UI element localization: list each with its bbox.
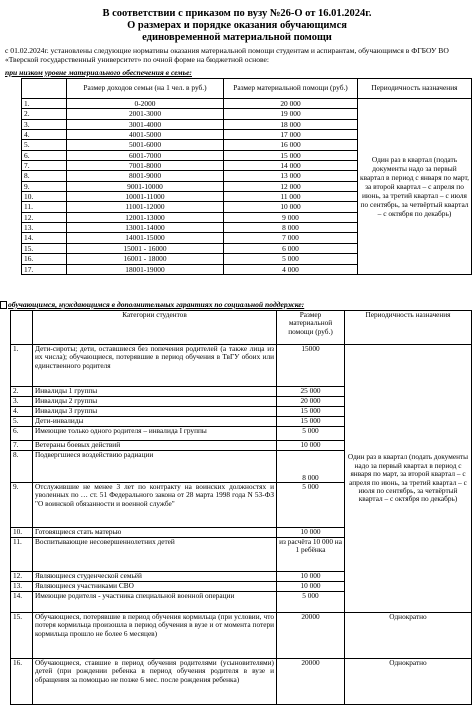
aid-amount: 15 000 [277, 417, 345, 427]
periodicity-cell: Один раз в квартал (подать документы надо за первый квартал в период с января по март, за второй квартал – с апреля по июнь, за третий квартал – с июля по сентябрь, за четвёртый квартал – с октября по декабрь) [358, 99, 472, 275]
section2-heading: обучающимся, нуждающимся в дополнительных гарантиях по социальной поддержке: [8, 300, 305, 309]
page-title [0, 8, 474, 44]
category: Инвалиды 3 группы [33, 407, 277, 417]
category: Инвалиды 1 группы [33, 387, 277, 397]
aid-amount: 10 000 [224, 202, 358, 212]
row-number: 11. [11, 538, 33, 572]
row-number: 16. [22, 254, 67, 264]
header-amount: Размер материальной помощи (руб.) [277, 311, 345, 345]
income-range: 15001 - 16000 [67, 243, 224, 253]
row-number: 5. [22, 140, 67, 150]
income-range: 12001-13000 [67, 212, 224, 222]
row-number: 10. [11, 528, 33, 538]
aid-amount: 20000 [277, 659, 345, 705]
category: Являющиеся участниками СВО [33, 582, 277, 592]
category: Обучающиеся, ставшие в период обучения родителями (усыновителями) детей (при рождении ребенка в период обучения родителя в вузе и обращения за помощью не позже 6 мес. после рождения ребенка) [33, 659, 277, 705]
category: Обучающиеся, потерявшие в период обучения кормильца (при условии, что потеря кормильца произошла в период обучения в вузе и от момента потери кормильца прошло не более 6 месяцев) [33, 613, 277, 659]
row-number: 7. [11, 441, 33, 451]
aid-amount: 18 000 [224, 119, 358, 129]
categories-table-header [11, 311, 472, 345]
aid-amount: из расчёта 10 000 на 1 ребёнка [277, 538, 345, 572]
income-range: 11001-12000 [67, 202, 224, 212]
row-number: 6. [22, 150, 67, 160]
row-number: 16. [11, 659, 33, 705]
category: Имеющие родителя - участника специальной военной операции [33, 592, 277, 613]
periodicity-cell: Один раз в квартал (подать документы надо за первый квартал в период с января по март, за второй квартал – с апреля по июнь, за третий квартал – с июля по сентябрь, за четвёртый квартал – с октября по декабрь) [345, 345, 472, 613]
aid-amount: 10 000 [277, 572, 345, 582]
title-line-1: В соответствии с приказом по вузу №26-О от 16.01.2024г. [102, 8, 372, 19]
aid-amount: 9 000 [224, 212, 358, 222]
category: Имеющие только одного родителя – инвалида I группы [33, 427, 277, 441]
category: Дети-инвалиды [33, 417, 277, 427]
intro-paragraph: с 01.02.2024г. установлены следующие нормативы оказания материальной помощи студентам и аспирантам, обучающимся в ФГБОУ ВО «Тверской государственный университет» по очной форме на бюджетной основе: [5, 46, 449, 65]
income-range: 14001-15000 [67, 233, 224, 243]
row-number: 10. [22, 192, 67, 202]
income-range: 3001-4000 [67, 119, 224, 129]
aid-amount: 16 000 [224, 140, 358, 150]
title-line-3: единовременной материальной помощи [142, 32, 332, 43]
income-range: 9001-10000 [67, 181, 224, 191]
row-number: 14. [22, 233, 67, 243]
aid-amount: 5 000 [224, 254, 358, 264]
aid-amount: 5 000 [277, 483, 345, 528]
category: Подвергшиеся воздействию радиации [33, 451, 277, 483]
aid-amount: 8 000 [277, 451, 345, 483]
periodicity-once: Однократно [345, 613, 472, 659]
aid-amount: 10 000 [277, 528, 345, 538]
row-number: 6. [11, 427, 33, 441]
header-num [22, 79, 67, 99]
aid-amount: 10 000 [277, 582, 345, 592]
category: Ветераны боевых действий [33, 441, 277, 451]
income-range: 4001-5000 [67, 130, 224, 140]
aid-amount: 5 000 [277, 427, 345, 441]
category: Готовящиеся стать матерью [33, 528, 277, 538]
row-number: 9. [11, 483, 33, 528]
aid-amount: 7 000 [224, 233, 358, 243]
header-num [11, 311, 33, 345]
row-number: 2. [11, 387, 33, 397]
aid-amount: 5 000 [277, 592, 345, 613]
row-number: 13. [11, 582, 33, 592]
income-range: 7001-8000 [67, 161, 224, 171]
header-periodicity: Периодичность назначения [358, 79, 472, 99]
income-range: 8001-9000 [67, 171, 224, 181]
row-number: 8. [11, 451, 33, 483]
category: Воспитывающие несовершеннолетних детей [33, 538, 277, 572]
aid-amount: 12 000 [224, 181, 358, 191]
income-range: 0-2000 [67, 99, 224, 109]
income-range: 5001-6000 [67, 140, 224, 150]
row-number: 2. [22, 109, 67, 119]
row-number: 8. [22, 171, 67, 181]
aid-amount: 19 000 [224, 109, 358, 119]
aid-amount: 20000 [277, 613, 345, 659]
row-number: 17. [22, 264, 67, 274]
category: Инвалиды 2 группы [33, 397, 277, 407]
row-number: 4. [11, 407, 33, 417]
row-number: 3. [22, 119, 67, 129]
aid-amount: 20 000 [277, 397, 345, 407]
aid-amount: 17 000 [224, 130, 358, 140]
aid-amount: 8 000 [224, 223, 358, 233]
aid-amount: 15 000 [224, 150, 358, 160]
aid-amount: 4 000 [224, 264, 358, 274]
row-number: 11. [22, 202, 67, 212]
aid-amount: 15 000 [277, 407, 345, 417]
income-range: 2001-3000 [67, 109, 224, 119]
category: Отслужившие не менее 3 лет по контракту на воинских должностях и уволенных по … ст. 51 Федерального закона от 28 марта 1998 года N 53-ФЗ "О воинской обязанности и военной службе" [33, 483, 277, 528]
income-range: 18001-19000 [67, 264, 224, 274]
aid-amount: 10 000 [277, 441, 345, 451]
aid-amount: 15000 [277, 345, 345, 387]
aid-amount: 13 000 [224, 171, 358, 181]
row-number: 15. [22, 243, 67, 253]
row-number: 1. [22, 99, 67, 109]
income-table [21, 78, 472, 275]
title-line-2: О размерах и порядке оказания обучающимся [127, 20, 347, 31]
table-move-handle[interactable] [0, 301, 7, 309]
header-amount: Размер материальной помощи (руб.) [224, 79, 358, 99]
table-row [11, 659, 472, 705]
periodicity-once: Однократно [345, 659, 472, 705]
row-number: 13. [22, 223, 67, 233]
row-number: 15. [11, 613, 33, 659]
income-range: 16001 - 18000 [67, 254, 224, 264]
row-number: 5. [11, 417, 33, 427]
table-row [11, 613, 472, 659]
row-number: 3. [11, 397, 33, 407]
categories-table [10, 310, 472, 705]
aid-amount: 6 000 [224, 243, 358, 253]
header-periodicity: Периодичность назначения [345, 311, 472, 345]
table-row [22, 99, 472, 109]
row-number: 12. [11, 572, 33, 582]
row-number: 14. [11, 592, 33, 613]
row-number: 4. [22, 130, 67, 140]
category: Являющиеся студенческой семьёй [33, 572, 277, 582]
category: Дети-сироты; дети, оставшиеся без попечения родителей (а также лица из их числа); обучающиеся, потерявшие в период обучения в ТвГУ обоих или единственного родителя [33, 345, 277, 387]
header-category: Категории студентов [33, 311, 277, 345]
table-row [11, 345, 472, 387]
aid-amount: 14 000 [224, 161, 358, 171]
aid-amount: 25 000 [277, 387, 345, 397]
row-number: 7. [22, 161, 67, 171]
row-number: 1. [11, 345, 33, 387]
aid-amount: 11 000 [224, 192, 358, 202]
section1-heading: при низком уровне материального обеспечения в семье: [5, 68, 192, 77]
aid-amount: 20 000 [224, 99, 358, 109]
income-range: 6001-7000 [67, 150, 224, 160]
income-table-header [22, 79, 472, 99]
income-range: 10001-11000 [67, 192, 224, 202]
income-range: 13001-14000 [67, 223, 224, 233]
header-income: Размер доходов семьи (на 1 чел. в руб.) [67, 79, 224, 99]
row-number: 12. [22, 212, 67, 222]
row-number: 9. [22, 181, 67, 191]
